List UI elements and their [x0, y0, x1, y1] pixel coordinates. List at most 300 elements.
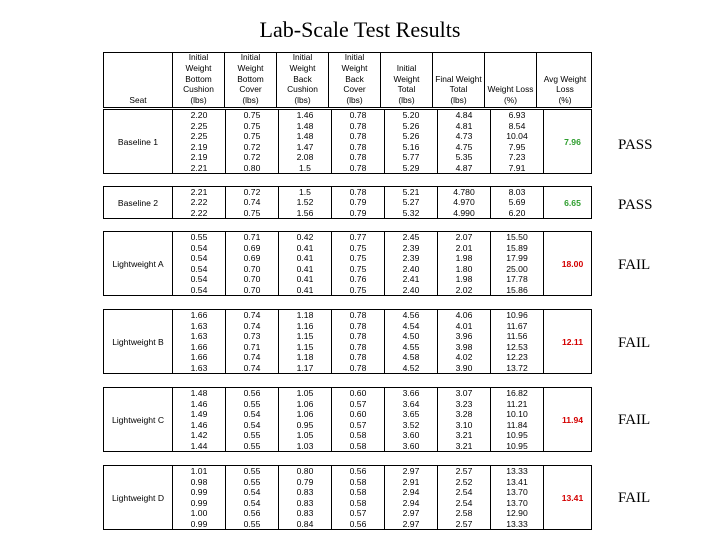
table-cell: 0.57	[349, 419, 367, 430]
table-cell: 0.55	[190, 232, 208, 243]
table-cell: 1.98	[455, 274, 473, 285]
value-column	[384, 232, 437, 295]
table-cell: 2.54	[455, 497, 473, 508]
table-cell: 4.56	[402, 310, 420, 321]
table-cell: 5.77	[402, 152, 420, 163]
table-cell: 3.52	[402, 419, 420, 430]
header-cell: Weight Loss (%)	[484, 53, 536, 107]
table-cell: 0.73	[243, 331, 261, 342]
table-cell: 2.01	[455, 242, 473, 253]
table-cell: 4.75	[455, 141, 473, 152]
table-cell: 4.87	[455, 162, 473, 173]
table-cell: 0.69	[243, 253, 261, 264]
table-cell: 0.78	[349, 341, 367, 352]
table-cell: 0.56	[349, 466, 367, 477]
table-cell: 5.16	[402, 141, 420, 152]
seat-group	[103, 109, 592, 174]
table-cell: 0.75	[243, 110, 261, 121]
table-cell: 1.98	[455, 253, 473, 264]
table-cell: 10.95	[506, 430, 528, 441]
value-column	[331, 466, 384, 529]
table-cell: 1.66	[190, 341, 208, 352]
table-header	[103, 52, 592, 108]
status-label: FAIL	[618, 335, 651, 351]
table-cell: 0.60	[349, 388, 367, 399]
table-cell: 25.00	[506, 263, 528, 274]
value-column	[437, 187, 490, 218]
table-cell: 0.78	[349, 120, 367, 131]
table-cell: 1.66	[190, 310, 208, 321]
table-cell: 2.45	[402, 232, 420, 243]
value-column	[490, 232, 543, 295]
value-column	[278, 466, 331, 529]
table-cell: 6.93	[508, 110, 526, 121]
header-cell: Avg Weight Loss (%)	[536, 53, 593, 107]
table-cell: 0.78	[349, 152, 367, 163]
table-cell: 3.90	[455, 362, 473, 373]
table-cell: 1.5	[299, 162, 311, 173]
table-cell: 0.75	[349, 253, 367, 264]
status-label: FAIL	[618, 412, 651, 428]
table-cell: 17.99	[506, 253, 528, 264]
table-cell: 1.18	[296, 352, 314, 363]
table-cell: 12.53	[506, 341, 528, 352]
table-cell: 10.10	[506, 409, 528, 420]
table-cell: 0.99	[190, 518, 208, 529]
header-cell: Final Weight Total (lbs)	[432, 53, 484, 107]
table-cell: 0.72	[243, 187, 261, 198]
value-column	[490, 110, 543, 173]
table-cell: 0.76	[349, 274, 367, 285]
table-cell: 0.78	[349, 131, 367, 142]
table-cell: 4.52	[402, 362, 420, 373]
table-cell: 0.98	[190, 476, 208, 487]
table-cell: 1.00	[190, 508, 208, 519]
value-column	[225, 187, 278, 218]
seat-name: Baseline 2	[117, 197, 159, 208]
value-column	[490, 310, 543, 373]
table-cell: 0.74	[243, 197, 261, 208]
table-cell: 2.94	[402, 497, 420, 508]
table-cell: 0.70	[243, 284, 261, 295]
table-cell: 0.75	[243, 207, 261, 218]
value-column	[331, 232, 384, 295]
table-cell: 7.91	[508, 162, 526, 173]
avg-weight-loss: 12.11	[543, 310, 601, 373]
table-cell: 0.84	[296, 518, 314, 529]
table-cell: 11.21	[506, 398, 528, 409]
table-cell: 0.74	[243, 320, 261, 331]
table-cell: 0.78	[349, 141, 367, 152]
table-cell: 0.99	[190, 497, 208, 508]
value-column	[225, 466, 278, 529]
value-column	[278, 388, 331, 451]
table-cell: 0.83	[296, 497, 314, 508]
table-cell: 2.94	[402, 487, 420, 498]
table-cell: 2.39	[402, 253, 420, 264]
table-cell: 4.01	[455, 320, 473, 331]
table-cell: 2.57	[455, 518, 473, 529]
table-cell: 5.27	[402, 197, 420, 208]
table-cell: 11.67	[506, 320, 528, 331]
table-cell: 3.21	[455, 440, 473, 451]
status-label: FAIL	[618, 490, 651, 506]
value-column	[172, 232, 225, 295]
header-cell: Initial Weight Back Cover (lbs)	[328, 53, 380, 107]
table-cell: 2.52	[455, 476, 473, 487]
value-column	[490, 187, 543, 218]
table-cell: 0.78	[349, 187, 367, 198]
table-cell: 0.72	[243, 141, 261, 152]
seat-group	[103, 309, 592, 374]
table-cell: 17.78	[506, 274, 528, 285]
table-cell: 0.60	[349, 409, 367, 420]
table-cell: 1.80	[455, 263, 473, 274]
table-cell: 8.54	[508, 120, 526, 131]
table-cell: 0.54	[243, 409, 261, 420]
table-cell: 1.03	[296, 440, 314, 451]
table-cell: 2.40	[402, 284, 420, 295]
table-cell: 4.780	[453, 187, 475, 198]
table-cell: 5.21	[402, 187, 420, 198]
value-column	[225, 232, 278, 295]
seat-name: Lightweight B	[112, 336, 164, 347]
status-label: FAIL	[618, 257, 651, 273]
table-cell: 0.75	[243, 131, 261, 142]
table-cell: 15.50	[506, 232, 528, 243]
table-cell: 0.55	[243, 398, 261, 409]
table-cell: 11.56	[506, 331, 528, 342]
table-cell: 0.70	[243, 263, 261, 274]
table-cell: 0.83	[296, 487, 314, 498]
value-column	[437, 232, 490, 295]
status-label: PASS	[618, 197, 653, 213]
table-cell: 4.06	[455, 310, 473, 321]
table-cell: 0.77	[349, 232, 367, 243]
table-cell: 2.08	[296, 152, 314, 163]
table-cell: 2.02	[455, 284, 473, 295]
table-cell: 0.54	[190, 242, 208, 253]
value-column	[437, 310, 490, 373]
table-cell: 0.75	[349, 284, 367, 295]
table-cell: 2.25	[190, 131, 208, 142]
value-column	[437, 388, 490, 451]
table-cell: 3.65	[402, 409, 420, 420]
table-cell: 13.70	[506, 487, 528, 498]
header-cell: Seat	[129, 95, 147, 106]
table-cell: 2.97	[402, 508, 420, 519]
value-column	[172, 110, 225, 173]
table-cell: 1.56	[296, 207, 314, 218]
table-cell: 3.64	[402, 398, 420, 409]
seat-group	[103, 387, 592, 452]
table-cell: 13.33	[506, 466, 528, 477]
avg-weight-loss: 6.65	[543, 187, 601, 218]
table-cell: 0.99	[190, 487, 208, 498]
table-cell: 4.81	[455, 120, 473, 131]
table-cell: 2.41	[402, 274, 420, 285]
value-column	[278, 187, 331, 218]
table-cell: 4.55	[402, 341, 420, 352]
table-cell: 1.44	[190, 440, 208, 451]
value-column	[172, 310, 225, 373]
table-cell: 12.90	[506, 508, 528, 519]
table-cell: 1.48	[190, 388, 208, 399]
table-cell: 1.63	[190, 331, 208, 342]
table-cell: 0.74	[243, 362, 261, 373]
table-cell: 0.55	[243, 440, 261, 451]
table-cell: 5.20	[402, 110, 420, 121]
table-cell: 4.54	[402, 320, 420, 331]
table-cell: 0.78	[349, 162, 367, 173]
table-cell: 0.54	[190, 274, 208, 285]
table-cell: 0.41	[296, 253, 314, 264]
table-cell: 13.70	[506, 497, 528, 508]
table-cell: 2.40	[402, 263, 420, 274]
table-cell: 3.10	[455, 419, 473, 430]
table-cell: 1.06	[296, 409, 314, 420]
table-cell: 0.78	[349, 310, 367, 321]
table-cell: 0.56	[349, 518, 367, 529]
table-cell: 0.58	[349, 487, 367, 498]
table-cell: 3.07	[455, 388, 473, 399]
table-cell: 4.990	[453, 207, 475, 218]
table-cell: 7.95	[508, 141, 526, 152]
table-cell: 0.41	[296, 274, 314, 285]
table-cell: 5.32	[402, 207, 420, 218]
value-column	[384, 110, 437, 173]
table-cell: 2.22	[190, 207, 208, 218]
value-column	[490, 466, 543, 529]
value-column	[437, 110, 490, 173]
header-cell: Initial Weight Bottom Cushion (lbs)	[172, 53, 224, 107]
header-cell: Initial Weight Bottom Cover (lbs)	[224, 53, 276, 107]
table-cell: 0.55	[243, 430, 261, 441]
table-cell: 10.04	[506, 131, 528, 142]
value-column	[437, 466, 490, 529]
table-cell: 2.21	[190, 187, 208, 198]
seat-group	[103, 465, 592, 530]
table-cell: 0.72	[243, 152, 261, 163]
value-column	[278, 310, 331, 373]
table-cell: 0.80	[296, 466, 314, 477]
seat-name: Baseline 1	[117, 136, 159, 147]
table-cell: 0.69	[243, 242, 261, 253]
table-cell: 3.60	[402, 440, 420, 451]
table-cell: 0.78	[349, 320, 367, 331]
table-cell: 0.79	[296, 476, 314, 487]
table-cell: 1.15	[296, 331, 314, 342]
value-column	[225, 110, 278, 173]
table-cell: 0.41	[296, 242, 314, 253]
table-cell: 0.54	[190, 284, 208, 295]
table-cell: 0.54	[243, 497, 261, 508]
table-cell: 0.78	[349, 352, 367, 363]
avg-weight-loss: 7.96	[543, 110, 601, 173]
table-cell: 2.54	[455, 487, 473, 498]
table-cell: 2.97	[402, 466, 420, 477]
table-cell: 2.58	[455, 508, 473, 519]
table-cell: 6.20	[508, 207, 526, 218]
seat-group	[103, 186, 592, 219]
table-cell: 0.78	[349, 362, 367, 373]
seat-group	[103, 231, 592, 296]
avg-weight-loss: 11.94	[543, 388, 601, 451]
seat-name: Lightweight C	[111, 414, 165, 425]
table-cell: 3.23	[455, 398, 473, 409]
value-column	[225, 310, 278, 373]
table-cell: 1.05	[296, 430, 314, 441]
table-cell: 0.79	[349, 207, 367, 218]
table-cell: 2.22	[190, 197, 208, 208]
page-title: Lab-Scale Test Results	[259, 17, 461, 42]
table-cell: 10.96	[506, 310, 528, 321]
table-cell: 3.28	[455, 409, 473, 420]
value-column	[172, 388, 225, 451]
table-cell: 0.55	[243, 518, 261, 529]
table-cell: 1.46	[190, 419, 208, 430]
table-cell: 4.02	[455, 352, 473, 363]
table-cell: 1.46	[190, 398, 208, 409]
table-cell: 0.54	[190, 253, 208, 264]
table-cell: 0.58	[349, 440, 367, 451]
table-cell: 1.18	[296, 310, 314, 321]
table-cell: 2.21	[190, 162, 208, 173]
table-cell: 4.84	[455, 110, 473, 121]
seat-name: Lightweight D	[111, 492, 165, 503]
value-column	[384, 310, 437, 373]
table-cell: 2.19	[190, 152, 208, 163]
table-cell: 5.35	[455, 152, 473, 163]
value-column	[278, 232, 331, 295]
table-cell: 0.54	[243, 487, 261, 498]
table-cell: 2.25	[190, 120, 208, 131]
value-column	[172, 466, 225, 529]
table-cell: 0.78	[349, 331, 367, 342]
value-column	[384, 388, 437, 451]
header-cell: Initial Weight Total (lbs)	[380, 53, 432, 107]
table-cell: 0.71	[243, 232, 261, 243]
table-cell: 4.50	[402, 331, 420, 342]
table-cell: 0.54	[190, 263, 208, 274]
table-cell: 5.69	[508, 197, 526, 208]
table-cell: 0.75	[349, 242, 367, 253]
value-column	[225, 388, 278, 451]
table-cell: 16.82	[506, 388, 528, 399]
table-cell: 0.58	[349, 497, 367, 508]
table-cell: 1.16	[296, 320, 314, 331]
table-cell: 15.86	[506, 284, 528, 295]
table-cell: 0.79	[349, 197, 367, 208]
table-cell: 3.21	[455, 430, 473, 441]
table-cell: 12.23	[506, 352, 528, 363]
table-cell: 0.41	[296, 284, 314, 295]
table-cell: 11.84	[506, 419, 528, 430]
table-cell: 0.54	[243, 419, 261, 430]
table-cell: 0.57	[349, 398, 367, 409]
table-cell: 0.95	[296, 419, 314, 430]
table-cell: 2.07	[455, 232, 473, 243]
table-cell: 0.55	[243, 476, 261, 487]
table-cell: 13.41	[506, 476, 528, 487]
table-cell: 2.19	[190, 141, 208, 152]
table-cell: 0.56	[243, 388, 261, 399]
avg-weight-loss: 13.41	[543, 466, 601, 529]
table-cell: 1.66	[190, 352, 208, 363]
table-cell: 1.42	[190, 430, 208, 441]
table-cell: 13.33	[506, 518, 528, 529]
table-cell: 0.57	[349, 508, 367, 519]
table-cell: 0.83	[296, 508, 314, 519]
table-cell: 0.75	[243, 120, 261, 131]
table-cell: 10.95	[506, 440, 528, 451]
value-column	[331, 187, 384, 218]
table-cell: 5.26	[402, 131, 420, 142]
table-cell: 1.5	[299, 187, 311, 198]
table-cell: 1.52	[296, 197, 314, 208]
table-cell: 4.58	[402, 352, 420, 363]
table-cell: 3.60	[402, 430, 420, 441]
table-cell: 4.73	[455, 131, 473, 142]
table-cell: 0.55	[243, 466, 261, 477]
table-cell: 1.01	[190, 466, 208, 477]
value-column	[331, 310, 384, 373]
table-cell: 2.20	[190, 110, 208, 121]
table-cell: 5.26	[402, 120, 420, 131]
table-cell: 8.03	[508, 187, 526, 198]
table-cell: 1.49	[190, 409, 208, 420]
table-cell: 3.98	[455, 341, 473, 352]
table-cell: 2.39	[402, 242, 420, 253]
table-cell: 2.57	[455, 466, 473, 477]
table-cell: 1.63	[190, 320, 208, 331]
table-cell: 1.63	[190, 362, 208, 373]
value-column	[278, 110, 331, 173]
seat-name: Lightweight A	[112, 258, 164, 269]
table-cell: 0.70	[243, 274, 261, 285]
table-cell: 1.15	[296, 341, 314, 352]
table-cell: 1.46	[296, 110, 314, 121]
table-cell: 0.75	[349, 263, 367, 274]
table-cell: 15.89	[506, 242, 528, 253]
table-cell: 5.29	[402, 162, 420, 173]
value-column	[384, 466, 437, 529]
table-cell: 1.48	[296, 131, 314, 142]
table-cell: 0.78	[349, 110, 367, 121]
value-column	[172, 187, 225, 218]
table-cell: 0.80	[243, 162, 261, 173]
table-cell: 1.06	[296, 398, 314, 409]
header-cell: Initial Weight Back Cushion (lbs)	[276, 53, 328, 107]
table-cell: 2.97	[402, 518, 420, 529]
value-column	[331, 388, 384, 451]
table-cell: 0.58	[349, 430, 367, 441]
table-cell: 0.74	[243, 310, 261, 321]
table-cell: 1.05	[296, 388, 314, 399]
table-cell: 1.47	[296, 141, 314, 152]
status-label: PASS	[618, 137, 653, 153]
value-column	[384, 187, 437, 218]
table-cell: 3.66	[402, 388, 420, 399]
table-cell: 0.74	[243, 352, 261, 363]
table-cell: 1.17	[296, 362, 314, 373]
table-cell: 2.91	[402, 476, 420, 487]
table-cell: 4.970	[453, 197, 475, 208]
table-cell: 1.48	[296, 120, 314, 131]
table-cell: 3.96	[455, 331, 473, 342]
table-cell: 0.41	[296, 263, 314, 274]
table-cell: 0.42	[296, 232, 314, 243]
